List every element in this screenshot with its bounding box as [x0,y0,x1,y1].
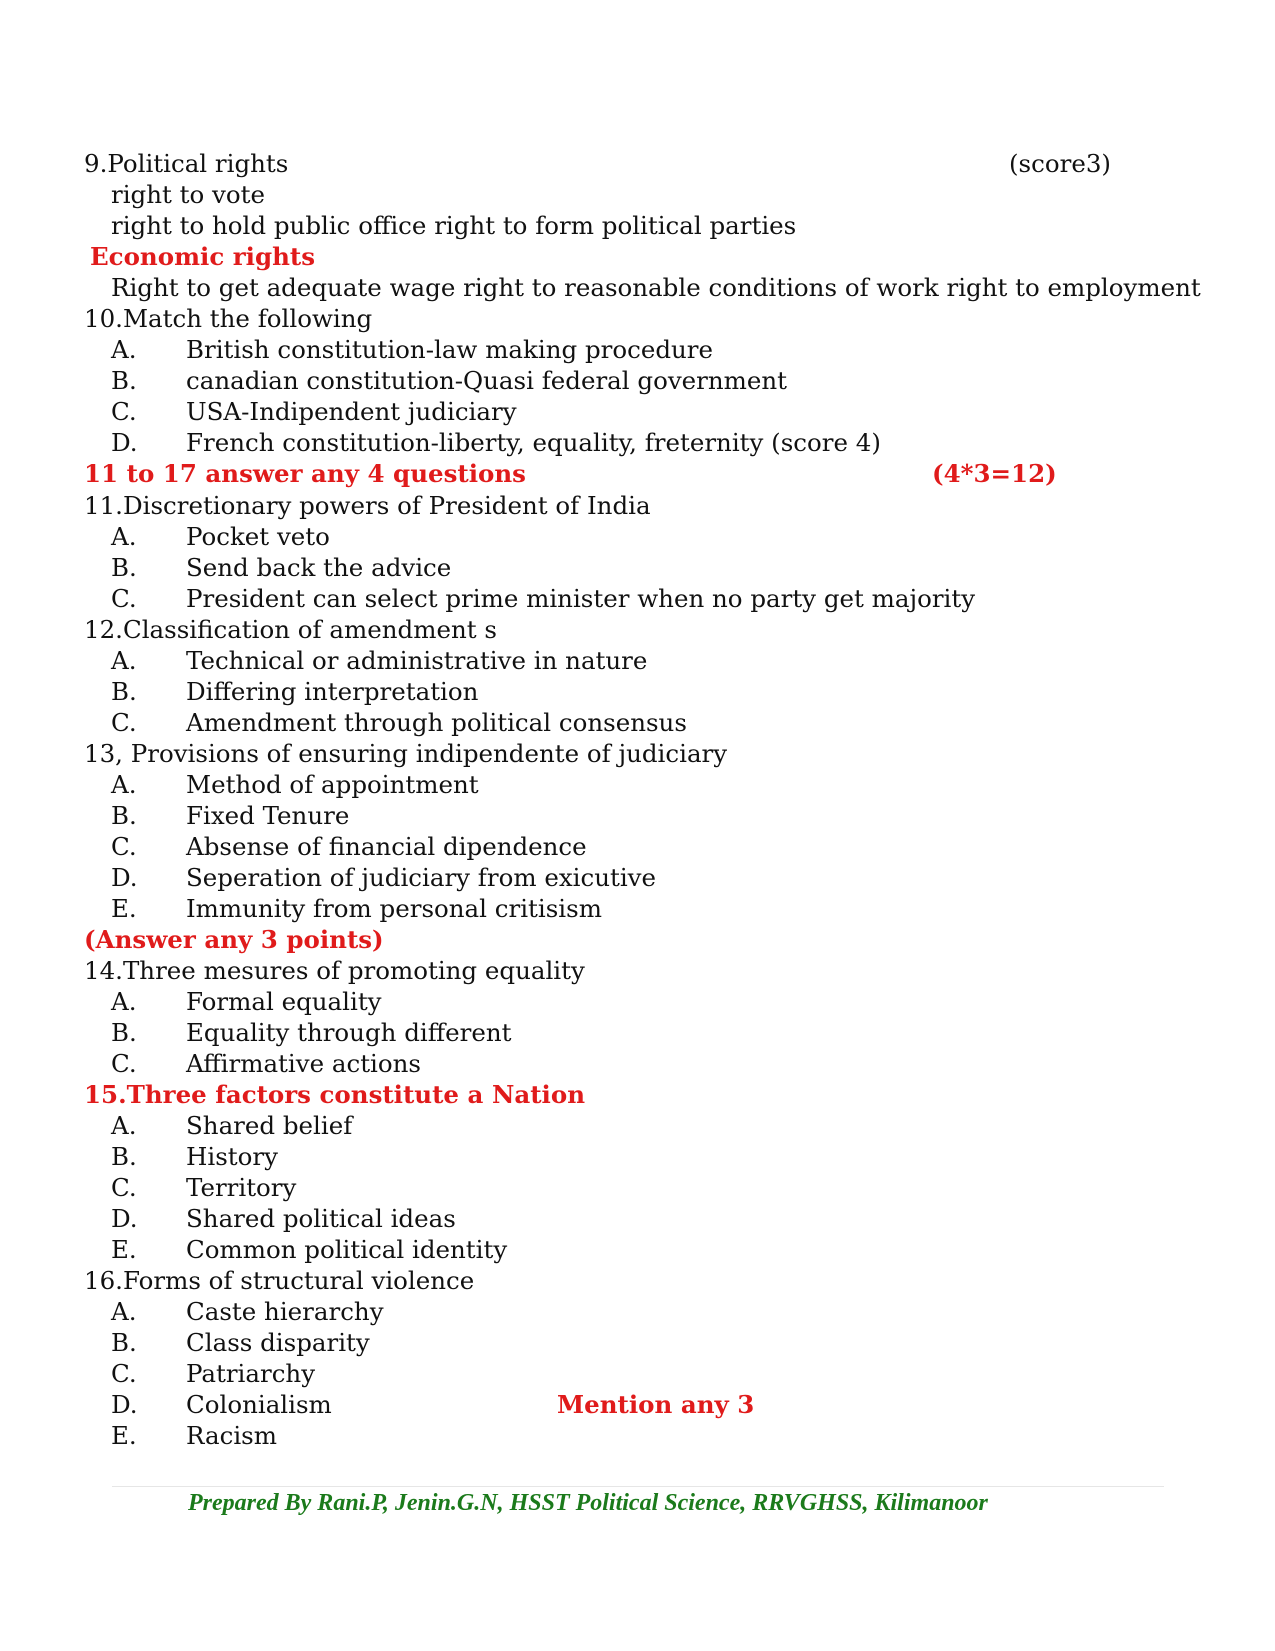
list-item: Common political identity [186,1235,508,1264]
list-item: Patriarchy [186,1359,316,1388]
list-item-letter: B. [111,801,137,830]
economic-rights-heading: Economic rights [90,242,316,271]
list-item: Territory [186,1173,297,1202]
q11-title: 11.Discretionary powers of President of India [84,491,651,520]
q14-title: 14.Three mesures of promoting equality [84,956,585,985]
list-item-letter: D. [111,1390,138,1419]
list-item-letter: A. [111,1111,137,1140]
list-item-letter: B. [111,366,137,395]
q10-title: 10.Match the following [84,304,373,333]
q15-title: 15.Three factors constitute a Nation [84,1080,586,1109]
list-item-letter: A. [111,335,137,364]
list-item: Method of appointment [186,770,479,799]
list-item-letter: B. [111,1142,137,1171]
list-item: Fixed Tenure [186,801,350,830]
list-item-letter: B. [111,677,137,706]
list-item: Colonialism [186,1390,332,1419]
list-item: British constitution-law making procedure [186,335,714,364]
list-item-letter: B. [111,1018,137,1047]
list-item: Shared belief [186,1111,353,1140]
q9-line-2: right to hold public office right to form political parties [111,211,797,240]
q13-title: 13, Provisions of ensuring indipendente of judiciary [84,739,728,768]
list-item: Equality through different [186,1018,512,1047]
list-item: Affirmative actions [186,1049,421,1078]
q16-note: Mention any 3 [557,1390,755,1419]
list-item-letter: D. [111,863,138,892]
list-item: Class disparity [186,1328,370,1357]
list-item-letter: C. [111,1359,137,1388]
list-item-letter: A. [111,646,137,675]
list-item: Shared political ideas [186,1204,456,1233]
q16-title: 16.Forms of structural violence [84,1266,475,1295]
list-item-letter: C. [111,1173,137,1202]
list-item: Racism [186,1421,277,1450]
list-item: Caste hierarchy [186,1297,384,1326]
q9-score: (score3) [1009,149,1111,178]
list-item-letter: D. [111,428,138,457]
list-item: Seperation of judiciary from exicutive [186,863,657,892]
list-item: Technical or administrative in nature [186,646,648,675]
list-item: History [186,1142,278,1171]
q9-title: 9.Political rights [84,149,289,178]
list-item-letter: A. [111,1297,137,1326]
list-item: Absense of financial dipendence [186,832,587,861]
list-item-letter: B. [111,553,137,582]
list-item: Amendment through political consensus [186,708,687,737]
list-item-letter: C. [111,832,137,861]
list-item: Pocket veto [186,522,330,551]
q13-note: (Answer any 3 points) [84,925,384,954]
economic-rights-line: Right to get adequate wage right to reasonable conditions of work right to employment [111,273,1201,302]
list-item-letter: C. [111,397,137,426]
list-item-letter: E. [111,1421,137,1450]
list-item: Immunity from personal critisism [186,894,602,923]
list-item: canadian constitution-Quasi federal government [186,366,788,395]
list-item: USA-Indipendent judiciary [186,397,517,426]
list-item-letter: C. [111,584,137,613]
list-item: French constitution-liberty, equality, freternity (score 4) [186,428,881,457]
list-item-letter: A. [111,770,137,799]
footer-credit: Prepared By Rani.P, Jenin.G.N, HSST Political Science, RRVGHSS, Kilimanoor [188,1490,988,1516]
list-item-letter: C. [111,1049,137,1078]
q12-title: 12.Classification of amendment s [84,615,497,644]
q9-line-1: right to vote [111,180,265,209]
list-item: Send back the advice [186,553,452,582]
list-item-letter: A. [111,987,137,1016]
list-item-letter: D. [111,1204,138,1233]
list-item-letter: C. [111,708,137,737]
list-item: Formal equality [186,987,382,1016]
list-item-letter: B. [111,1328,137,1357]
list-item-letter: A. [111,522,137,551]
list-item-letter: E. [111,894,137,923]
list-item-letter: E. [111,1235,137,1264]
list-item: President can select prime minister when no party get majority [186,584,976,613]
section-heading: 11 to 17 answer any 4 questions [84,459,526,488]
list-item: Differing interpretation [186,677,479,706]
section-marks: (4*3=12) [932,459,1057,488]
